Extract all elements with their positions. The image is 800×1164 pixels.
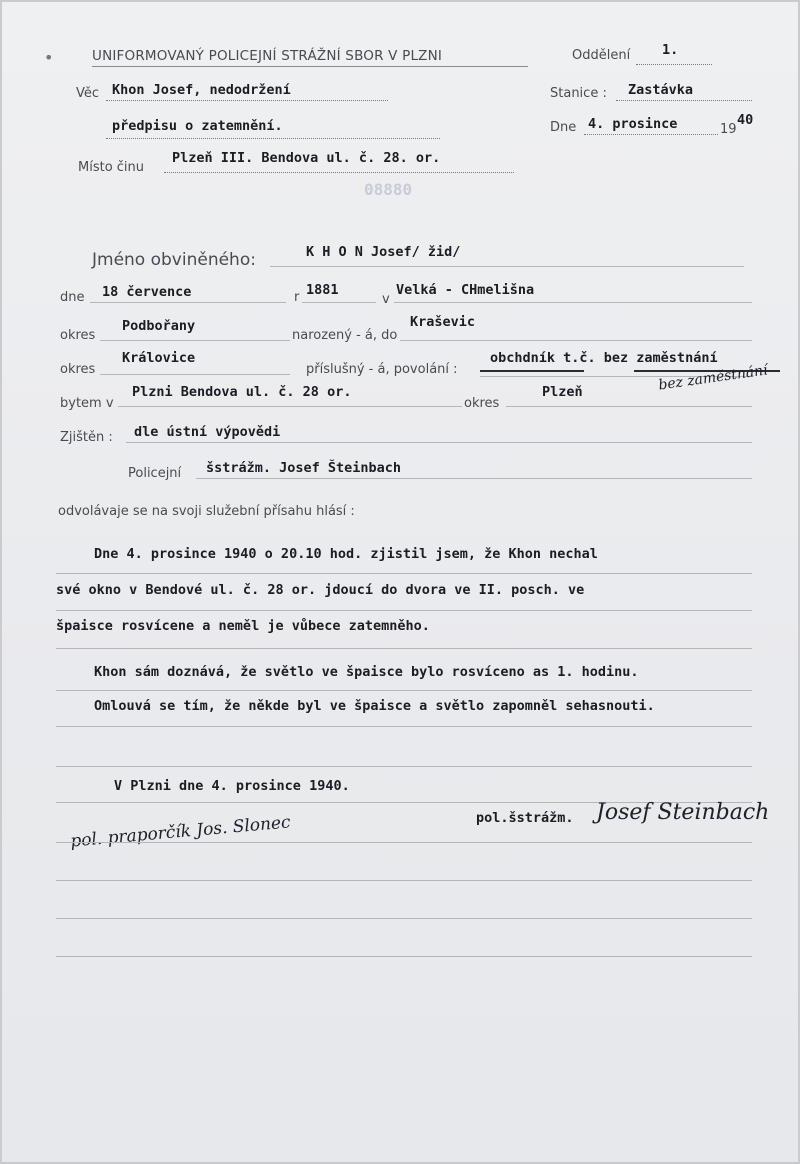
okres1-line: [100, 340, 290, 341]
bytem-value: Plzni Bendova ul. č. 28 or.: [132, 384, 352, 400]
stanice-dots: [616, 100, 752, 101]
vec-dots-1: [106, 100, 388, 101]
dne-dots: [584, 134, 718, 135]
narozeny-line: [400, 340, 752, 341]
r-value: 1881: [306, 282, 339, 298]
narozeny-value: Kraševic: [410, 314, 476, 330]
body-line-2: své okno v Bendové ul. č. 28 or. jdoucí do dvora ve II. posch. ve: [56, 582, 585, 598]
okres1-value: Podbořany: [122, 318, 196, 334]
vec-label: Věc: [76, 86, 100, 101]
okres3-line: [506, 406, 752, 407]
policejni-line: [196, 478, 752, 479]
year-prefix: 19: [720, 122, 737, 137]
vec-value-1: Khon Josef, nedodržení: [112, 82, 291, 98]
v-line: [394, 302, 752, 303]
okres3-label: okres: [464, 396, 500, 411]
okres2-line: [100, 374, 290, 375]
misto-label: Místo činu: [78, 160, 145, 175]
left-signature: pol. praporčík Jos. Slonec: [69, 812, 292, 852]
okres2-label: okres: [60, 362, 96, 377]
prislusny-label: příslušný - á, povolání :: [306, 362, 458, 377]
misto-dots: [164, 172, 514, 173]
dne-label: dne: [60, 290, 85, 305]
zjisten-value: dle ústní výpovědi: [134, 424, 281, 440]
handwritten-note: bez zaměstnání: [657, 362, 769, 394]
policejni-label: Policejní: [128, 466, 182, 481]
body-line-5: Omlouvá se tím, že někde byl ve špaisce a světlo zapomněl sehasnouti.: [94, 698, 655, 714]
title-underline: [92, 66, 528, 67]
oddeleni-dots: [636, 64, 712, 65]
povolani-value: obchdník t.č. bez zaměstnání: [490, 350, 718, 366]
zjisten-label: Zjištěn :: [60, 430, 113, 445]
bytem-line: [118, 406, 462, 407]
oddeleni-label: Oddělení: [572, 48, 631, 63]
odvolavaje-text: odvolávaje se na svoji služební přísahu hlásí :: [58, 504, 355, 519]
form-title: UNIFORMOVANÝ POLICEJNÍ STRÁŽNÍ SBOR V PLZNI: [92, 48, 443, 64]
ruled-line-3: [56, 648, 752, 649]
ruled-line-4: [56, 690, 752, 691]
bytem-label: bytem v: [60, 396, 114, 411]
faint-stamp: 08880: [364, 180, 413, 199]
povolani-underline-1: [480, 370, 584, 372]
r-line: [302, 302, 376, 303]
okres1-label: okres: [60, 328, 96, 343]
ruled-line-2: [56, 610, 752, 611]
stanice-label: Stanice :: [550, 86, 607, 101]
misto-value: Plzeň III. Bendova ul. č. 28. or.: [172, 150, 441, 166]
policejni-value: šstrážm. Josef Šteinbach: [206, 460, 402, 476]
zjisten-line: [126, 442, 752, 443]
body-line-1: Dne 4. prosince 1940 o 20.10 hod. zjistil jsem, že Khon nechal: [94, 546, 598, 562]
right-signature: Josef Steinbach: [596, 800, 770, 825]
dne-value-header: 4. prosince: [588, 116, 678, 132]
vec-dots-2: [106, 138, 440, 139]
stanice-value: Zastávka: [628, 82, 694, 98]
vec-value-2: předpisu o zatemnění.: [112, 118, 283, 134]
body-line-4: Khon sám doznává, že světlo ve špaisce bylo rosvíceno as 1. hodinu.: [94, 664, 639, 680]
v-value: Velká - CHmelišna: [396, 282, 535, 298]
jmeno-label: Jméno obviněného:: [92, 250, 256, 270]
body-line-3: špaisce rosvícene a neměl je vůbece zatemněho.: [56, 618, 430, 634]
ruled-line-8: [56, 842, 752, 843]
dne-label-header: Dne: [550, 120, 577, 135]
oddeleni-value: 1.: [662, 42, 679, 58]
ruled-line-1: [56, 573, 752, 574]
okres3-value: Plzeň: [542, 384, 583, 400]
ruled-line-6: [56, 766, 752, 767]
year-suffix: 40: [737, 112, 754, 128]
r-label: r: [294, 290, 300, 305]
dne-line: [90, 302, 286, 303]
narozeny-label: narozený - á, do: [292, 328, 398, 343]
okres2-value: Královice: [122, 350, 196, 366]
date-line: V Plzni dne 4. prosince 1940.: [114, 778, 350, 794]
dne-value: 18 července: [102, 284, 192, 300]
ruled-line-11: [56, 956, 752, 957]
jmeno-value: K H O N Josef/ žid/: [306, 244, 461, 260]
ruled-line-5: [56, 726, 752, 727]
jmeno-line: [270, 266, 744, 267]
signer-label: pol.šstrážm.: [476, 810, 574, 826]
ruled-line-10: [56, 918, 752, 919]
hole-dot: •: [44, 48, 54, 67]
v-label: v: [382, 292, 390, 307]
ruled-line-9: [56, 880, 752, 881]
